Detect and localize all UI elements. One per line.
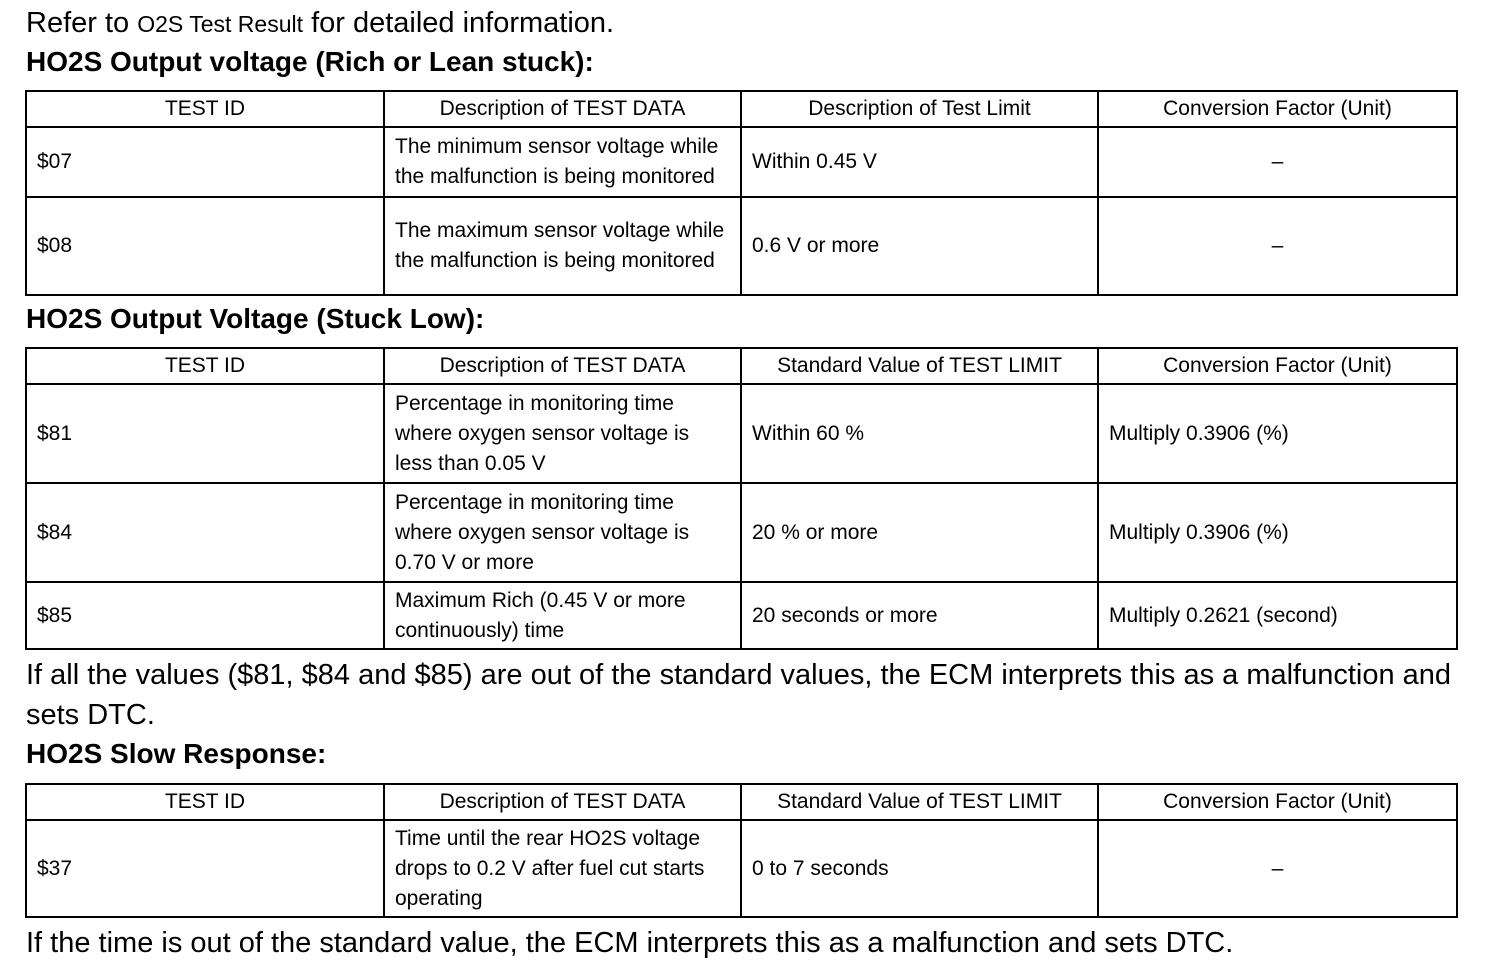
cell-test-id: $08 [26,197,384,295]
cell-test-id: $37 [26,820,384,917]
header-test-limit: Standard Value of TEST LIMIT [741,784,1098,820]
header-test-id: TEST ID [26,348,384,384]
section3-note: If the time is out of the standard value, the ECM interprets this as a malfunction and sets DTC. [26,927,1234,959]
table-row [26,820,1457,917]
cell-description: Percentage in monitoring time where oxygen sensor voltage is 0.70 V or more [384,483,741,582]
cell-factor: – [1098,197,1457,295]
cell-description: Time until the rear HO2S voltage drops to 0.2 V after fuel cut starts operating [384,820,741,917]
table-row [26,483,1457,582]
cell-limit: Within 0.45 V [741,127,1098,197]
header-test-limit: Description of Test Limit [741,91,1098,127]
header-conversion-factor: Conversion Factor (Unit) [1098,91,1457,127]
cell-description: Maximum Rich (0.45 V or more continuously) time [384,582,741,649]
section3-heading: HO2S Slow Response: [26,738,327,769]
table-row [26,384,1457,483]
section1-table [25,90,1458,296]
cell-description: Percentage in monitoring time where oxygen sensor voltage is less than 0.05 V [384,384,741,483]
header-conversion-factor: Conversion Factor (Unit) [1098,348,1457,384]
cell-limit: 20 seconds or more [741,582,1098,649]
cell-limit: 20 % or more [741,483,1098,582]
cell-factor: – [1098,127,1457,197]
header-description: Description of TEST DATA [384,91,741,127]
header-test-id: TEST ID [26,91,384,127]
section1-heading: HO2S Output voltage (Rich or Lean stuck): [26,46,594,77]
table-row [26,197,1457,295]
header-test-id: TEST ID [26,784,384,820]
cell-description: The maximum sensor voltage while the malfunction is being monitored [384,197,741,295]
cell-factor: Multiply 0.3906 (%) [1098,483,1457,582]
cell-test-id: $85 [26,582,384,649]
cell-limit: 0 to 7 seconds [741,820,1098,917]
cell-limit: Within 60 % [741,384,1098,483]
table-row [26,127,1457,197]
section2-table [25,347,1458,650]
header-description: Description of TEST DATA [384,348,741,384]
cell-limit: 0.6 V or more [741,197,1098,295]
section2-note: If all the values ($81, $84 and $85) are out of the standard values, the ECM interprets this as a malfunction and sets DTC. [26,659,1452,731]
table-header-row [26,348,1457,384]
o2s-test-result-link[interactable]: O2S Test Result [137,11,303,37]
cell-factor: – [1098,820,1457,917]
section3-table [25,783,1458,918]
intro-prefix: Refer to [26,7,130,39]
intro-suffix: for detailed information. [311,7,615,39]
header-test-limit: Standard Value of TEST LIMIT [741,348,1098,384]
cell-description: The minimum sensor voltage while the malfunction is being monitored [384,127,741,197]
section2-heading: HO2S Output Voltage (Stuck Low): [26,303,485,334]
cell-test-id: $81 [26,384,384,483]
cell-test-id: $07 [26,127,384,197]
cell-factor: Multiply 0.3906 (%) [1098,384,1457,483]
table-header-row [26,784,1457,820]
cell-factor: Multiply 0.2621 (second) [1098,582,1457,649]
header-conversion-factor: Conversion Factor (Unit) [1098,784,1457,820]
cell-test-id: $84 [26,483,384,582]
header-description: Description of TEST DATA [384,784,741,820]
intro-line [26,6,614,41]
table-row [26,582,1457,649]
table-header-row [26,91,1457,127]
